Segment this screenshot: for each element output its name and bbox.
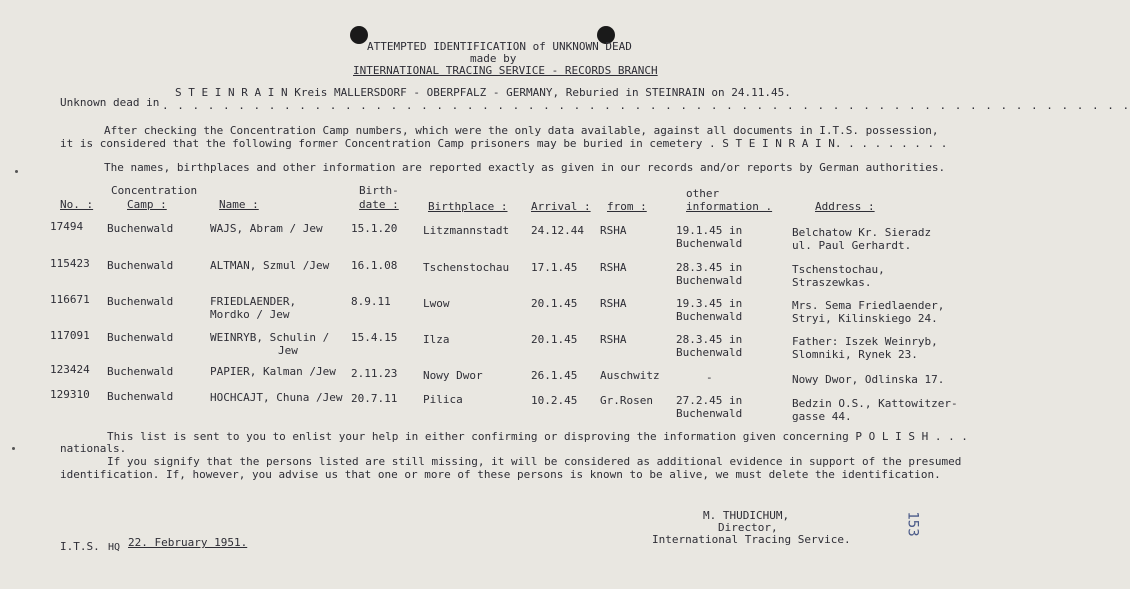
row-arrival: 20.1.45 xyxy=(531,297,578,310)
row-arrival: 17.1.45 xyxy=(531,261,578,274)
row-addr2: Slomniki, Rynek 23. xyxy=(792,348,918,361)
row-no: 129310 xyxy=(50,388,90,401)
row-from: Gr.Rosen xyxy=(600,394,653,407)
signatory-org: International Tracing Service. xyxy=(652,533,851,546)
signatory-title: Director, xyxy=(718,521,778,534)
row-name: ALTMAN, Szmul /Jew xyxy=(210,259,330,272)
row-from: RSHA xyxy=(600,261,627,274)
row-addr1: Tschenstochau, xyxy=(792,263,885,276)
margin-page-number: 153 xyxy=(904,511,921,537)
footer-its: I.T.S. xyxy=(60,540,100,553)
row-addr1: Nowy Dwor, Odlinska 17. xyxy=(792,373,945,386)
row-birthplace: Litzmannstadt xyxy=(423,224,510,237)
header-made-by: made by xyxy=(470,52,517,65)
paper-speck xyxy=(12,447,15,450)
paper-speck xyxy=(15,170,18,173)
row-addr1: Father: Iszek Weinryb, xyxy=(792,335,938,348)
row-camp: Buchenwald xyxy=(107,365,174,378)
row-info1: 27.2.45 in xyxy=(676,394,743,407)
col-other: information . xyxy=(686,200,773,213)
row-birthplace: Tschenstochau xyxy=(423,261,510,274)
row-camp: Buchenwald xyxy=(107,390,174,403)
row-addr1: Belchatow Kr. Sieradz xyxy=(792,226,932,239)
row-info1: 19.3.45 in xyxy=(676,297,743,310)
row-birth: 15.4.15 xyxy=(351,331,398,344)
row-birth: 8.9.11 xyxy=(351,295,391,308)
row-info2: Buchenwald xyxy=(676,237,743,250)
row-birth: 2.11.23 xyxy=(351,367,398,380)
col-birth-top: Birth- xyxy=(359,184,399,197)
row-birthplace: Ilza xyxy=(423,333,450,346)
row-camp: Buchenwald xyxy=(107,222,174,235)
row-arrival: 20.1.45 xyxy=(531,333,578,346)
row-info2: Buchenwald xyxy=(676,407,743,420)
para2: The names, birthplaces and other information are reported exactly as given in our records and/or reports by German authorities. xyxy=(104,161,946,174)
col-other-top: other xyxy=(686,187,720,200)
row-addr2: Stryi, Kilinskiego 24. xyxy=(792,312,938,325)
row-from: RSHA xyxy=(600,297,627,310)
row-info1: 28.3.45 in xyxy=(676,261,743,274)
closing-p1-line2: nationals. xyxy=(60,442,127,455)
row-birth: 16.1.08 xyxy=(351,259,398,272)
row-addr2: ul. Paul Gerhardt. xyxy=(792,239,912,252)
row-no: 17494 xyxy=(50,220,84,233)
row-name: WEINRYB, Schulin / xyxy=(210,331,330,344)
row-from: RSHA xyxy=(600,333,627,346)
row-addr2: Straszewkas. xyxy=(792,276,872,289)
row-birth: 20.7.11 xyxy=(351,392,398,405)
para1-line1: After checking the Concentration Camp numbers, which were the only data available, against all documents in I.T.S. possession, xyxy=(104,124,939,137)
col-from: from : xyxy=(607,200,647,213)
row-name: FRIEDLAENDER, xyxy=(210,295,297,308)
row-birthplace: Nowy Dwor xyxy=(423,369,483,382)
header-org: INTERNATIONAL TRACING SERVICE - RECORDS BRANCH xyxy=(353,64,658,77)
row-from: Auschwitz xyxy=(600,369,660,382)
row-info1: - xyxy=(706,371,713,384)
row-name-cont: Jew xyxy=(278,344,298,357)
footer-hq: HQ xyxy=(108,542,121,553)
row-no: 116671 xyxy=(50,293,90,306)
closing-p1-line1: This list is sent to you to enlist your help in either confirming or disproving the information given concerning P O L I S H . . . xyxy=(107,430,968,443)
row-addr1: Mrs. Sema Friedlaender, xyxy=(792,299,945,312)
row-arrival: 24.12.44 xyxy=(531,224,584,237)
row-name: WAJS, Abram / Jew xyxy=(210,222,323,235)
row-birth: 15.1.20 xyxy=(351,222,398,235)
row-name: PAPIER, Kalman /Jew xyxy=(210,365,336,378)
row-arrival: 26.1.45 xyxy=(531,369,578,382)
row-addr1: Bedzin O.S., Kattowitzer- xyxy=(792,397,958,410)
row-no: 115423 xyxy=(50,257,90,270)
closing-p2-line2: identification. If, however, you advise us that one or more of these persons is known to be alive, we must delete the identification. xyxy=(60,468,941,481)
unknown-dead-label: Unknown dead in xyxy=(60,96,160,109)
row-camp: Buchenwald xyxy=(107,259,174,272)
row-name-cont: Mordko / Jew xyxy=(210,308,290,321)
punch-hole-left xyxy=(350,26,368,44)
col-arrival: Arrival : xyxy=(531,200,591,213)
col-camp-top: Concentration xyxy=(111,184,198,197)
row-info2: Buchenwald xyxy=(676,310,743,323)
row-info1: 28.3.45 in xyxy=(676,333,743,346)
row-info2: Buchenwald xyxy=(676,346,743,359)
col-no: No. : xyxy=(60,198,94,211)
col-birthplace: Birthplace : xyxy=(428,200,508,213)
col-camp: Camp : xyxy=(127,198,167,211)
closing-p2-line1: If you signify that the persons listed are still missing, it will be considered as additional evidence in support of the presumed xyxy=(107,455,962,468)
row-camp: Buchenwald xyxy=(107,295,174,308)
row-birthplace: Lwow xyxy=(423,297,450,310)
dotted-leader: . . . . . . . . . . . . . . . . . . . . . . . . . . . . . . . . . . . . . . . . . . . . . . . . . . . . . . . . . . . . . . . . xyxy=(162,99,1130,112)
row-addr2: gasse 44. xyxy=(792,410,852,423)
col-name: Name : xyxy=(219,198,259,211)
col-birth: date : xyxy=(359,198,399,211)
col-address: Address : xyxy=(815,200,875,213)
row-name: HOCHCAJT, Chuna /Jew xyxy=(210,391,343,404)
row-info1: 19.1.45 in xyxy=(676,224,743,237)
header-title: ATTEMPTED IDENTIFICATION of UNKNOWN DEAD xyxy=(367,40,632,53)
row-arrival: 10.2.45 xyxy=(531,394,578,407)
row-no: 123424 xyxy=(50,363,90,376)
row-birthplace: Pilica xyxy=(423,393,463,406)
footer-date: 22. February 1951. xyxy=(128,536,248,549)
para1-line2: it is considered that the following former Concentration Camp prisoners may be buried in cemetery . S T E I N R A I N. . . . . . . . . xyxy=(60,137,948,150)
signatory-name: M. THUDICHUM, xyxy=(703,509,790,522)
row-camp: Buchenwald xyxy=(107,331,174,344)
place-line: S T E I N R A I N Kreis MALLERSDORF - OBERPFALZ - GERMANY, Reburied in STEINRAIN on 24.11.45. xyxy=(175,86,791,99)
row-no: 117091 xyxy=(50,329,90,342)
row-info2: Buchenwald xyxy=(676,274,743,287)
row-from: RSHA xyxy=(600,224,627,237)
